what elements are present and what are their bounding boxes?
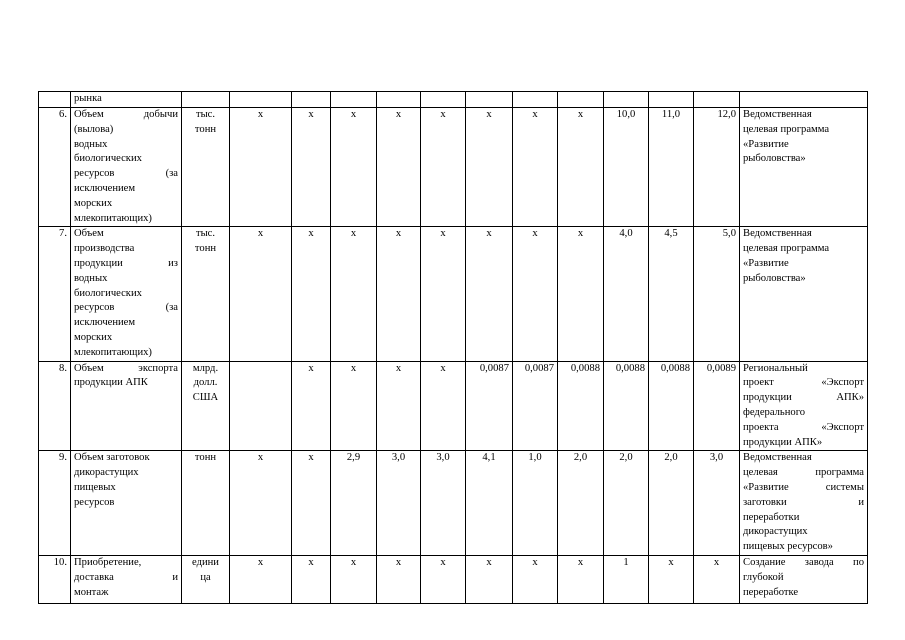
value-cell: 1 [604,555,649,603]
value-cell: 3,0 [421,451,466,556]
source-cell: Создание завода по глубокой переработке [740,555,868,603]
indicator-name-cell: Объем производства продукции из водных биологических ресурсов (за исключением морских млекопитающих) [71,227,182,361]
value-cell: 2,0 [649,451,694,556]
source-cell: Ведомственная целевая программа «Развитие рыболовства» [740,108,868,227]
indicator-name-cell: Приобретение, доставка и монтаж [71,555,182,603]
value-cell: 11,0 [649,108,694,227]
value-cell: х [377,108,421,227]
table-row [39,92,868,108]
indicator-name-cell [71,92,182,108]
value-cell: х [292,555,331,603]
value-cell: 4,1 [466,451,513,556]
indicator-name-cell: Объем экспорта продукции АПК [71,361,182,451]
value-cell: 0,0087 [466,361,513,451]
table-row [39,227,868,361]
value-cell: х [377,555,421,603]
value-cell: х [292,108,331,227]
value-cell: 0,0087 [513,361,558,451]
unit-cell: едини ца [182,555,230,603]
indicator-name-cell: Объем заготовок дикорастущих пищевых ресурсов [71,451,182,556]
value-cell: 3,0 [377,451,421,556]
value-cell: 2,0 [604,451,649,556]
value-cell: 0,0088 [604,361,649,451]
table-row [39,451,868,556]
value-cell: 0,0088 [649,361,694,451]
value-cell: 1,0 [513,451,558,556]
value-cell: 5,0 [694,227,740,361]
value-cell: х [331,108,377,227]
value-cell: х [694,555,740,603]
row-number-cell: 9. [39,451,71,556]
value-cell: х [230,451,292,556]
value-cell: 10,0 [604,108,649,227]
value-cell [230,361,292,451]
value-cell: 4,0 [604,227,649,361]
value-cell: х [558,227,604,361]
value-cell: 12,0 [694,108,740,227]
value-cell: х [466,227,513,361]
indicator-name-cell: Объем добычи (вылова) водных биологических ресурсов (за исключением морских млекопитающих) [71,108,182,227]
indicators-table [38,91,868,604]
table-row [39,555,868,603]
source-cell: Региональный проект «Экспорт продукции АПК» федерального проекта «Экспорт продукции АПК» [740,361,868,451]
value-cell: х [558,555,604,603]
value-cell: х [466,555,513,603]
value-cell: 4,5 [649,227,694,361]
value-cell: х [292,227,331,361]
source-cell: Ведомственная целевая программа «Развитие системы заготовки и переработки дикорастущих пищевых ресурсов» [740,451,868,556]
value-cell: х [649,555,694,603]
value-cell: х [377,227,421,361]
value-cell: 0,0089 [694,361,740,451]
value-cell: х [558,108,604,227]
value-cell: 3,0 [694,451,740,556]
value-cell: х [292,361,331,451]
value-cell: х [331,555,377,603]
row-number-cell: 6. [39,108,71,227]
source-cell: Ведомственная целевая программа «Развитие рыболовства» [740,227,868,361]
unit-cell: тыс. тонн [182,227,230,361]
value-cell: 0,0088 [558,361,604,451]
row-number-cell: 8. [39,361,71,451]
table-row [39,361,868,451]
value-cell: х [466,108,513,227]
value-cell: х [331,361,377,451]
value-cell: х [421,361,466,451]
value-cell: х [513,227,558,361]
value-cell: х [292,451,331,556]
row-number-cell [39,92,71,108]
value-cell: х [421,227,466,361]
value-cell: х [421,555,466,603]
unit-cell: млрд. долл. США [182,361,230,451]
indicator-name-text: рынка [74,93,102,104]
value-cell: х [331,227,377,361]
unit-cell: тонн [182,451,230,556]
value-cell: х [230,108,292,227]
value-cell: х [230,227,292,361]
value-cell: 2,9 [331,451,377,556]
value-cell: х [513,555,558,603]
value-cell: х [377,361,421,451]
value-cell: х [230,555,292,603]
value-cell: х [421,108,466,227]
row-number-cell: 10. [39,555,71,603]
unit-cell: тыс. тонн [182,108,230,227]
value-cell: 2,0 [558,451,604,556]
table-row [39,108,868,227]
row-number-cell: 7. [39,227,71,361]
value-cell: х [513,108,558,227]
